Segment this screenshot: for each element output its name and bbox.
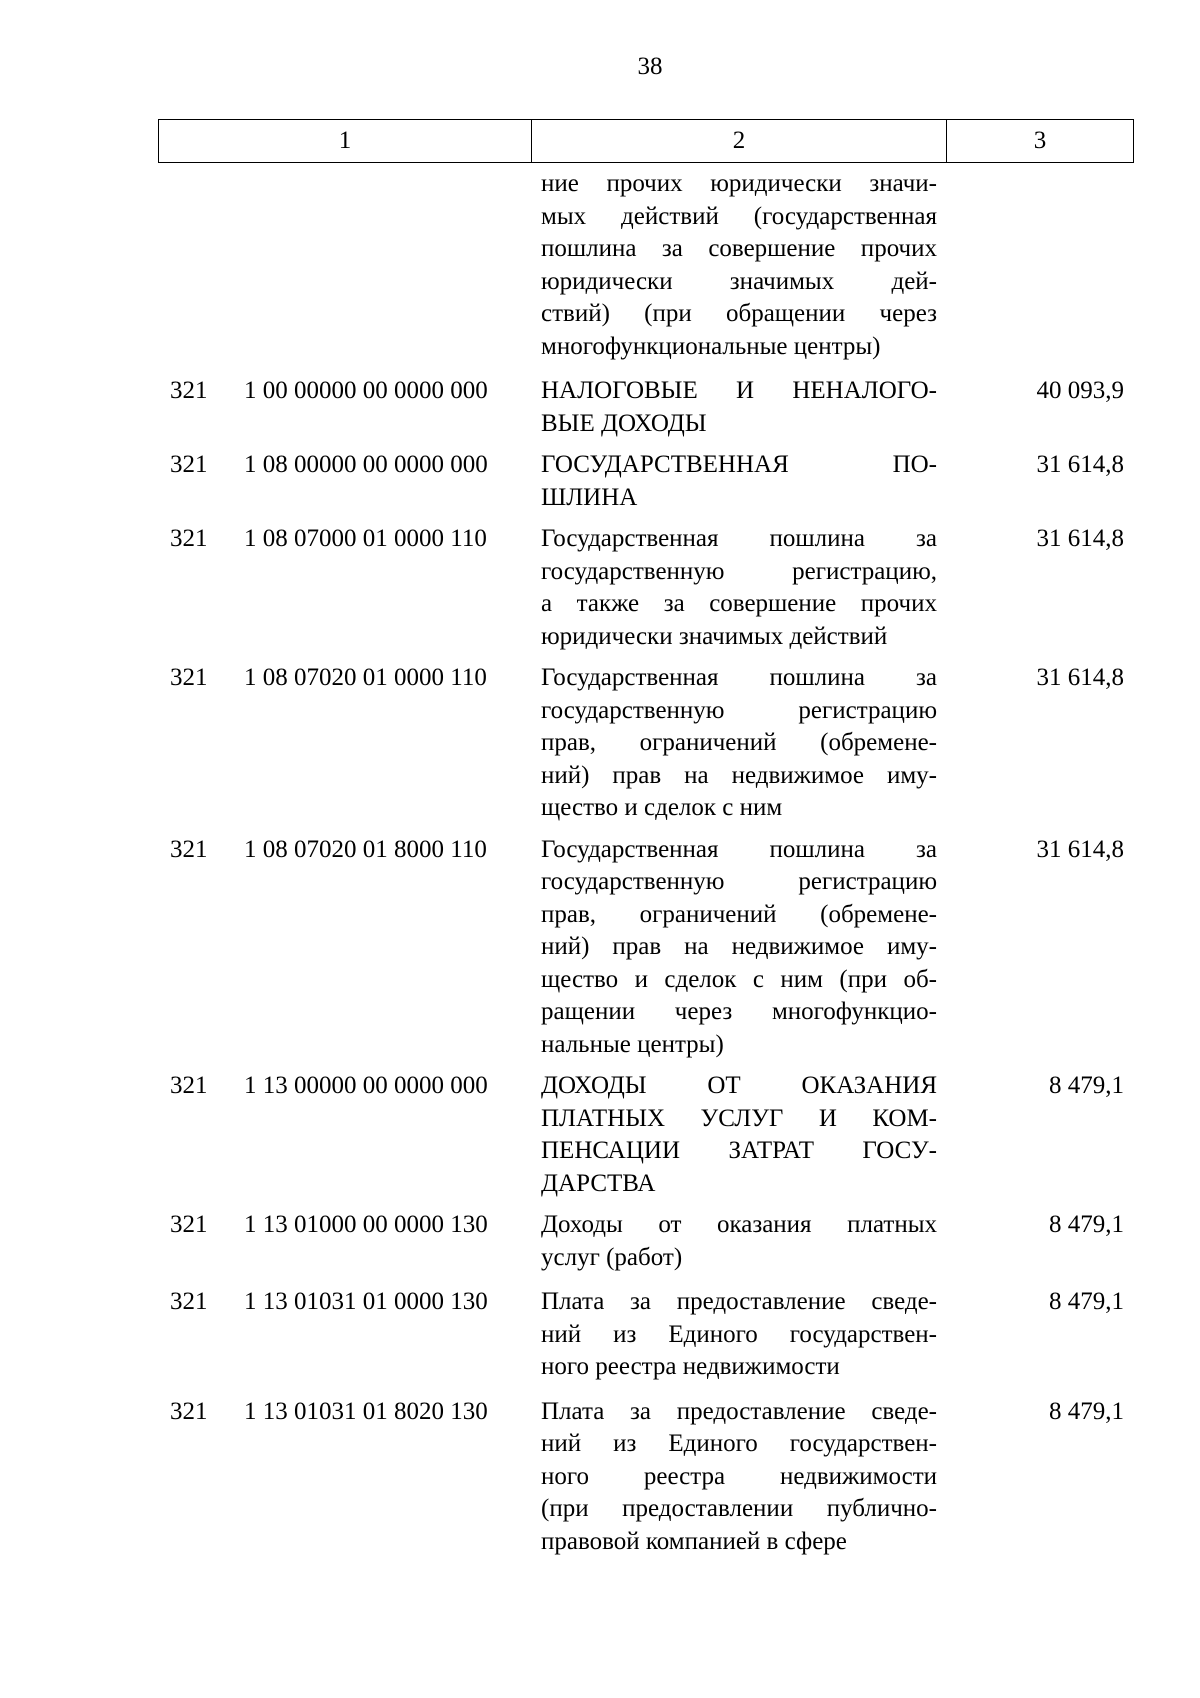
income-name-line: прав, ограничений (обремене-	[541, 729, 937, 756]
income-name-cell	[541, 168, 937, 363]
income-name-line: государственную регистрацию	[541, 868, 937, 895]
income-name-line: государственную регистрацию,	[541, 557, 937, 585]
admin-code-cell: 321	[170, 664, 208, 691]
income-name-line: Плата за предоставление сведе-	[541, 1288, 937, 1315]
amount-cell: 8 479,1	[1049, 1072, 1124, 1099]
income-name-line: ПЕНСАЦИИ ЗАТРАТ ГОСУ-	[541, 1137, 937, 1164]
income-name-line: ствий) (при обращении через	[541, 300, 937, 327]
income-name-line: ного реестра недвижимости	[541, 1462, 937, 1490]
budget-code-cell: 1 08 07000 01 0000 110	[244, 525, 487, 552]
budget-code-cell: 1 13 01031 01 0000 130	[244, 1288, 488, 1315]
table-header	[158, 119, 1134, 163]
income-name-line: мых действий (государственная	[541, 202, 937, 230]
income-name-line: правовой компанией в сфере	[541, 1527, 847, 1555]
income-name-line: а также за совершение прочих	[541, 590, 937, 617]
income-name-line: нальные центры)	[541, 1030, 724, 1058]
income-name-line: ний из Единого государствен-	[541, 1320, 937, 1348]
budget-code-cell: 1 13 01031 01 8020 130	[244, 1397, 488, 1425]
amount-cell: 31 614,8	[1036, 835, 1124, 863]
amount-cell: 31 614,8	[1036, 451, 1124, 478]
income-name-line: ВЫЕ ДОХОДЫ	[541, 409, 707, 437]
admin-code-cell: 321	[170, 1288, 208, 1315]
admin-code-cell: 321	[170, 525, 208, 552]
income-name-line: Государственная пошлина за	[541, 835, 937, 863]
income-name-line: ний из Единого государствен-	[541, 1430, 937, 1457]
table-row	[0, 375, 1200, 440]
income-name-cell	[541, 1070, 937, 1200]
table-row	[0, 449, 1200, 514]
header-col-3: 3	[1033, 127, 1047, 154]
table-row	[0, 1286, 1200, 1384]
income-name-line: прав, ограничений (обремене-	[541, 900, 937, 928]
amount-cell: 31 614,8	[1036, 664, 1124, 691]
page-number: 38	[637, 53, 663, 80]
table-row	[0, 1396, 1200, 1559]
admin-code-cell: 321	[170, 1211, 208, 1238]
income-name-line: пошлина за совершение прочих	[541, 235, 937, 262]
income-name-line: многофункциональные центры)	[541, 332, 881, 360]
income-name-cell	[541, 834, 937, 1062]
amount-cell: 8 479,1	[1049, 1288, 1124, 1315]
income-name-line: ращении через многофункцио-	[541, 998, 937, 1025]
income-name-line: юридически значимых дей-	[541, 267, 937, 295]
table-row	[0, 662, 1200, 825]
income-name-line: ного реестра недвижимости	[541, 1353, 840, 1380]
income-name-line: щество и сделок с ним	[541, 794, 783, 821]
admin-code-cell: 321	[170, 1397, 208, 1425]
income-name-line: ний) прав на недвижимое иму-	[541, 933, 937, 960]
table-row	[0, 523, 1200, 653]
income-name-line: государственную регистрацию	[541, 696, 937, 724]
admin-code-cell: 321	[170, 451, 208, 478]
income-name-cell	[541, 1396, 937, 1559]
budget-code-cell: 1 08 07020 01 0000 110	[244, 664, 487, 691]
amount-cell: 8 479,1	[1049, 1397, 1124, 1425]
budget-code-cell: 1 13 00000 00 0000 000	[244, 1072, 488, 1099]
income-name-line: ГОСУДАРСТВЕННАЯ ПО-	[541, 451, 937, 478]
budget-code-cell: 1 08 00000 00 0000 000	[244, 451, 488, 478]
table-row	[0, 168, 1200, 363]
income-name-line: ПЛАТНЫХ УСЛУГ И КОМ-	[541, 1104, 937, 1132]
income-name-cell	[541, 523, 937, 653]
budget-code-cell: 1 13 01000 00 0000 130	[244, 1211, 488, 1238]
income-name-cell	[541, 1286, 937, 1384]
income-name-line: Доходы от оказания платных	[541, 1211, 937, 1238]
admin-code-cell: 321	[170, 1072, 208, 1099]
table-row	[0, 1209, 1200, 1274]
income-name-cell	[541, 662, 937, 825]
income-name-line: Государственная пошлина за	[541, 664, 937, 691]
admin-code-cell: 321	[170, 835, 208, 863]
header-col-2: 2	[532, 120, 947, 162]
amount-cell: 40 093,9	[1036, 377, 1124, 404]
income-name-line: ДОХОДЫ ОТ ОКАЗАНИЯ	[541, 1072, 937, 1099]
income-name-line: ние прочих юридически значи-	[541, 170, 937, 197]
income-name-line: (при предоставлении публично-	[541, 1495, 937, 1522]
income-name-line: Плата за предоставление сведе-	[541, 1397, 937, 1425]
income-name-line: ШЛИНА	[541, 483, 638, 511]
budget-code-cell: 1 00 00000 00 0000 000	[244, 377, 488, 404]
income-name-line: НАЛОГОВЫЕ И НЕНАЛОГО-	[541, 377, 937, 404]
income-name-line: Государственная пошлина за	[541, 525, 937, 552]
income-name-cell	[541, 1209, 937, 1274]
table-body	[0, 168, 1200, 1558]
income-name-cell	[541, 375, 937, 440]
income-name-cell	[541, 449, 937, 514]
income-name-line: юридически значимых действий	[541, 622, 888, 650]
admin-code-cell: 321	[170, 377, 208, 404]
amount-cell: 8 479,1	[1049, 1211, 1124, 1238]
income-name-line: ний) прав на недвижимое иму-	[541, 761, 937, 789]
table-row	[0, 834, 1200, 1062]
table-row	[0, 1070, 1200, 1200]
header-col-1: 1	[159, 120, 532, 162]
income-name-line: щество и сделок с ним (при об-	[541, 965, 937, 993]
budget-code-cell: 1 08 07020 01 8000 110	[244, 835, 487, 863]
amount-cell: 31 614,8	[1036, 525, 1124, 552]
income-name-line: услуг (работ)	[541, 1243, 683, 1271]
income-name-line: ДАРСТВА	[541, 1169, 656, 1197]
